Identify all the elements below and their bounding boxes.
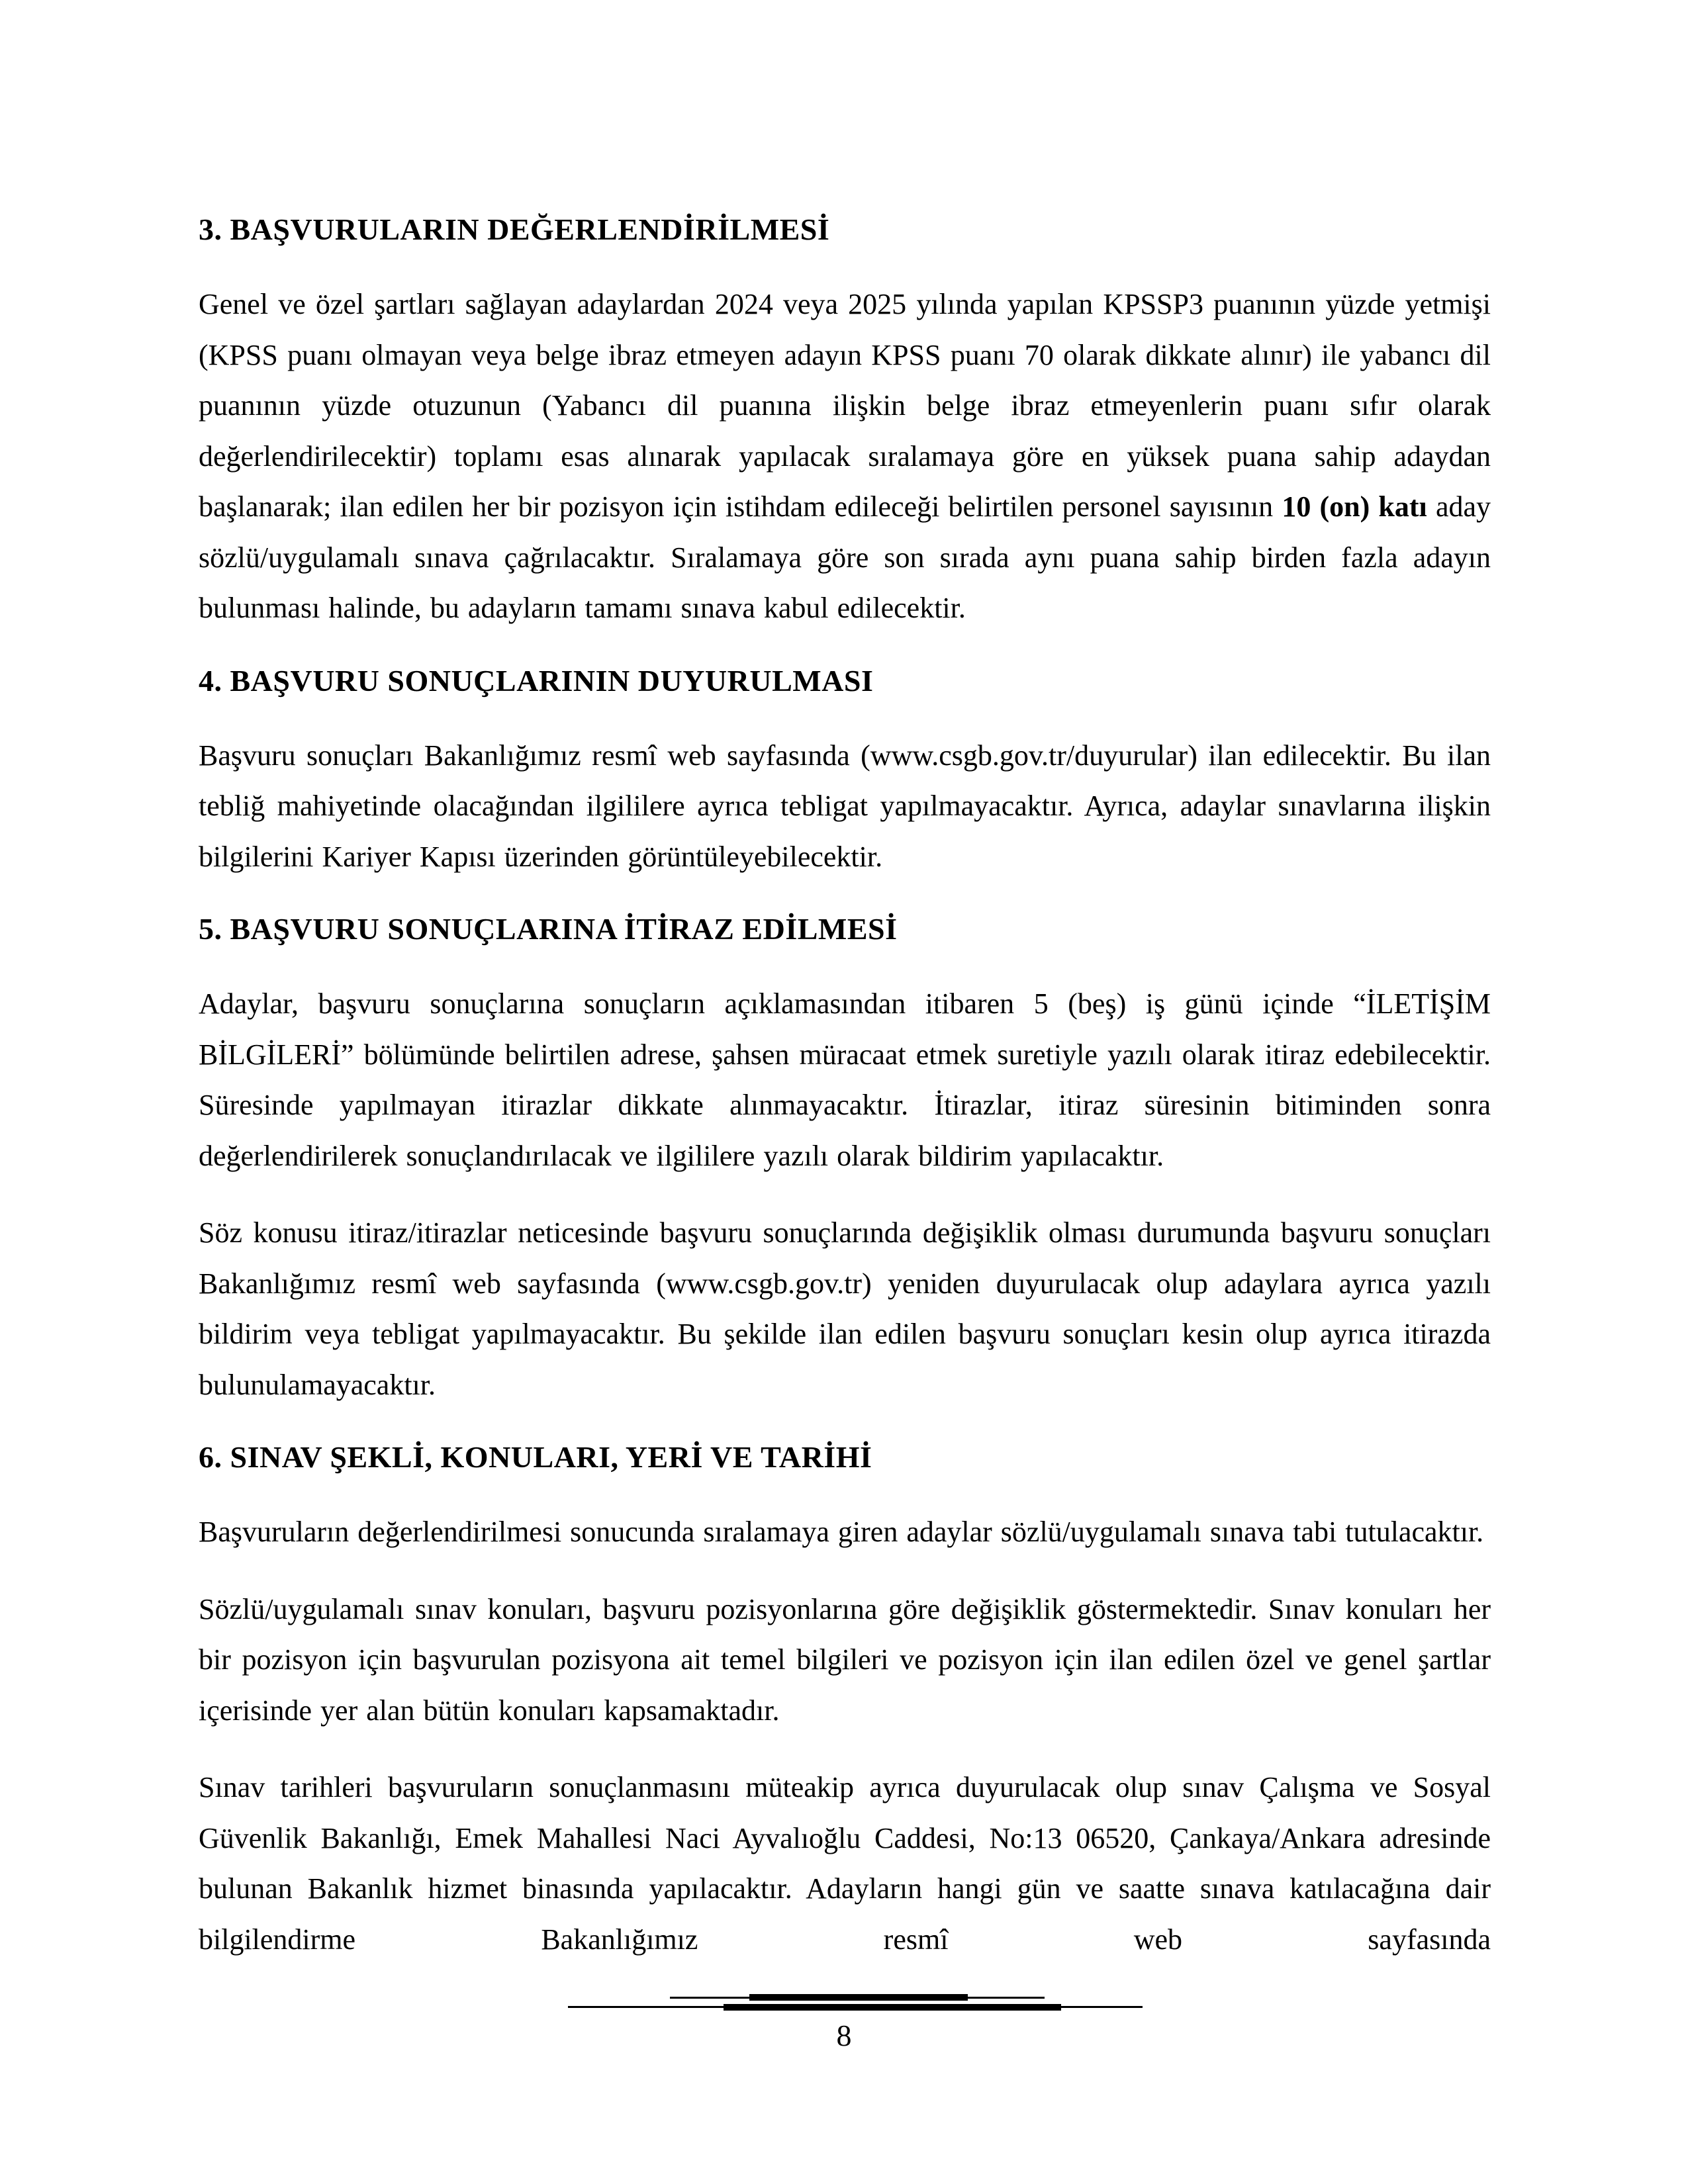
paragraph	[199, 731, 1491, 883]
text-run: Başvuruların değerlendirilmesi sonucunda sıralamaya giren adaylar sözlü/uygulamalı sınava tabi tutulacaktır.	[199, 1516, 1484, 1548]
page-number: 8	[836, 2019, 852, 2052]
section-heading: 3. BAŞVURULARIN DEĞERLENDİRİLMESİ	[199, 212, 830, 246]
paragraph	[199, 1507, 1491, 1558]
footnote-separator-short-line	[670, 1997, 1045, 1999]
document-body	[199, 209, 1491, 1991]
document-section	[199, 909, 1491, 1410]
section-heading: 4. BAŞVURU SONUÇLARININ DUYURULMASI	[199, 663, 874, 698]
text-run: Sözlü/uygulamalı sınav konuları, başvuru pozisyonlarına göre değişiklik göstermektedir. Sınav konuları her bir pozisyon için başvurulan pozisyona ait temel bilgileri ve pozisyon için ilan edilen özel ve genel şartlar içerisinde yer alan bütün konuları kapsamaktadır.	[199, 1592, 1491, 1727]
document-section	[199, 1437, 1491, 1965]
paragraph	[199, 1584, 1491, 1737]
paragraph	[199, 979, 1491, 1181]
document-section	[199, 209, 1491, 634]
document-section	[199, 660, 1491, 883]
bold-text-run: 10 (on) katı	[1282, 490, 1427, 523]
section-heading: 6. SINAV ŞEKLİ, KONULARI, YERİ VE TARİHİ	[199, 1440, 872, 1474]
document-sections	[199, 209, 1491, 1965]
text-run: Söz konusu itiraz/itirazlar neticesinde başvuru sonuçlarında değişiklik olması durumunda başvuru sonuçları Bakanlığımız resmî web sayfasında (www.csgb.gov.tr) yeniden duyurulacak olup adaylara ayrıca yazılı bildirim veya tebligat yapılmayacaktır. Bu şekilde ilan edilen başvuru sonuçları kesin olup ayrıca itirazda bulunulamayacaktır.	[199, 1216, 1491, 1401]
paragraph	[199, 279, 1491, 634]
paragraph	[199, 1762, 1491, 1965]
section-heading: 5. BAŞVURU SONUÇLARINA İTİRAZ EDİLMESİ	[199, 912, 898, 946]
text-run: Genel ve özel şartları sağlayan adaylardan 2024 veya 2025 yılında yapılan KPSSP3 puanının yüzde yetmişi (KPSS puanı olmayan veya belge ibraz etmeyen adayın KPSS puanı 70 olarak dikkate alınır) ile yabancı dil puanının yüzde otuzunun (Yabancı dil puanına ilişkin belge ibraz etmeyenlerin puanı sıfır olarak değerlendirilecektir) toplamı esas alınarak yapılacak sıralamaya göre en yüksek puana sahip adaydan başlanarak; ilan edilen her bir pozisyon için istihdam edileceği belirtilen personel sayısının	[199, 288, 1491, 523]
text-run: Başvuru sonuçları Bakanlığımız resmî web sayfasında (www.csgb.gov.tr/duyurular) ilan edilecektir. Bu ilan tebliğ mahiyetinde olacağından ilgililere ayrıca tebligat yapılmayacaktır. Ayrıca, adaylar sınavlarına ilişkin bilgilerini Kariyer Kapısı üzerinden görüntüleyebilecektir.	[199, 739, 1491, 873]
paragraph	[199, 1208, 1491, 1410]
text-run: Adaylar, başvuru sonuçlarına sonuçların açıklamasından itibaren 5 (beş) iş günü içinde “İLETİŞİM BİLGİLERİ” bölümünde belirtilen adrese, şahsen müracaat etmek suretiyle yazılı olarak itiraz edebilecektir. Süresinde yapılmayan itirazlar dikkate alınmayacaktır. İtirazlar, itiraz süresinin bitiminden sonra değerlendirilerek sonuçlandırılacak ve ilgililere yazılı olarak bildirim yapılacaktır.	[199, 987, 1491, 1172]
text-run: aday sözlü/uygulamalı sınava çağrılacaktır. Sıralamaya göre son sırada aynı puana sahip birden fazla adayın bulunması halinde, bu adayların tamamı sınava kabul edilecektir.	[199, 490, 1491, 624]
footnote-separator-long-line	[568, 2006, 1143, 2008]
text-run: Sınav tarihleri başvuruların sonuçlanmasını müteakip ayrıca duyurulacak olup sınav Çalışma ve Sosyal Güvenlik Bakanlığı, Emek Mahallesi Naci Ayvalıoğlu Caddesi, No:13 06520, Çankaya/Ankara adresinde bulunan Bakanlık hizmet binasında yapılacaktır. Adayların hangi gün ve saatte sınava katılacağına dair bilgilendirme Bakanlığımız resmî web sayfasında	[199, 1771, 1491, 1956]
